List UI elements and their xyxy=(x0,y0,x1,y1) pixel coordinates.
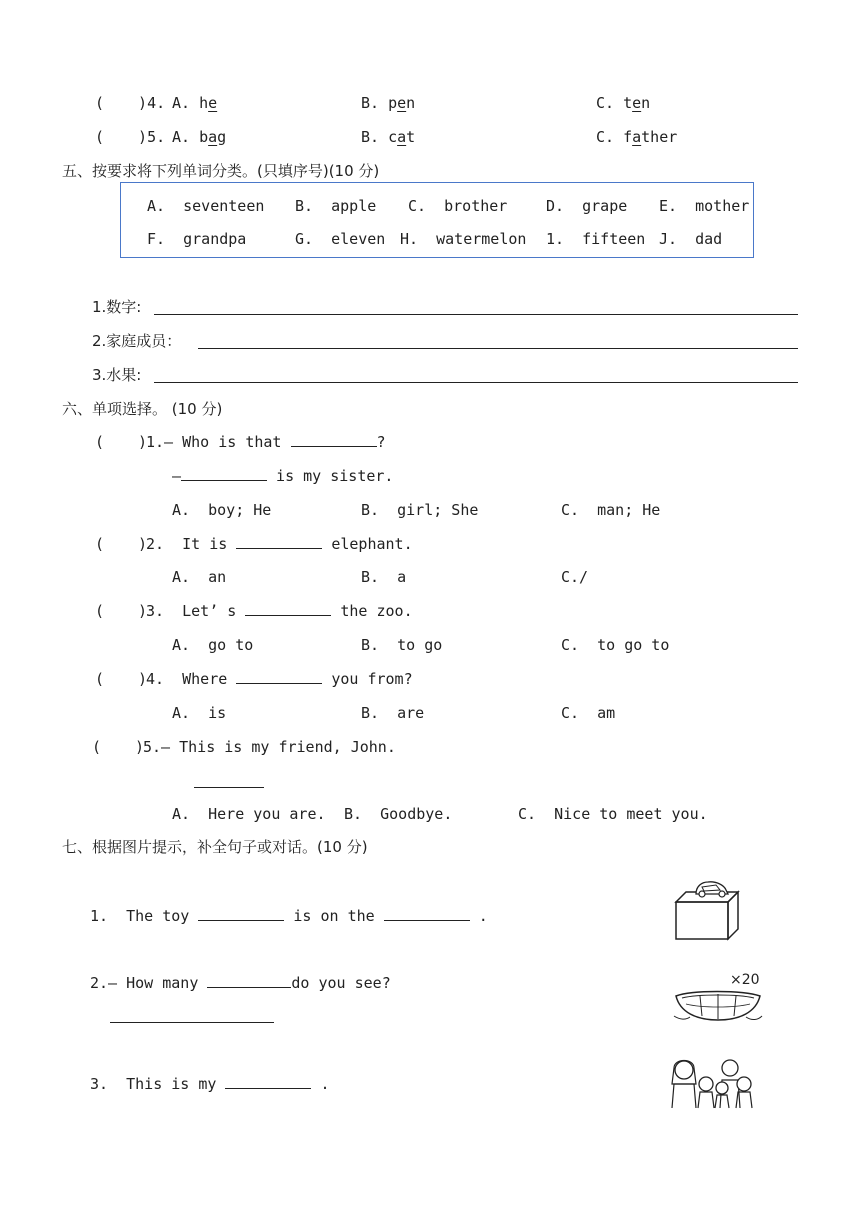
picture-q3-sentence: 3. This is my . xyxy=(90,1075,330,1093)
toy-car-on-box-image xyxy=(672,876,744,942)
picture-q2-sentence: 2.— How many do you see? xyxy=(90,974,391,992)
boat-image xyxy=(672,986,764,1026)
word-H: H. watermelon xyxy=(400,230,527,248)
section5-title: 五、按要求将下列单词分类。(只填序号)(10 分) xyxy=(62,162,380,180)
picture-q1-blank-2[interactable] xyxy=(384,906,470,921)
family-image xyxy=(666,1054,758,1110)
mc5-option-a: A. Here you are. xyxy=(172,805,326,823)
word-C: C. brother xyxy=(408,197,508,215)
picture-q1-sentence: 1. The toy is on the . xyxy=(90,907,488,925)
mc2-question: 2. It is elephant. xyxy=(146,535,413,553)
mc1-option-b: B. girl; She xyxy=(361,501,479,519)
word-I: 1. fifteen xyxy=(546,230,646,248)
mc1-option-c: C. man; He xyxy=(561,501,661,519)
mc1-blank-1[interactable] xyxy=(291,432,377,447)
picture-q2-blank[interactable] xyxy=(207,973,291,988)
section6-title: 六、单项选择。 (10 分) xyxy=(62,400,223,418)
category-numbers-label: 1.数字: xyxy=(92,298,142,316)
mc5-option-c: C. Nice to meet you. xyxy=(518,805,708,823)
word-G: G. eleven xyxy=(295,230,386,248)
mc3-option-c: C. to go to xyxy=(561,636,670,654)
boat-multiplier-label: ×20 xyxy=(730,972,760,988)
picture-q3-blank[interactable] xyxy=(225,1074,311,1089)
mc4-blank[interactable] xyxy=(236,669,322,684)
mc5-answer-paren[interactable]: ( ) xyxy=(92,738,145,756)
mc3-question: 3. Let’ s the zoo. xyxy=(146,602,413,620)
q5-option-a: A. bag xyxy=(172,128,227,146)
q5-option-c: C. father xyxy=(596,128,678,146)
category-family-label: 2.家庭成员： xyxy=(92,332,182,350)
mc3-option-a: A. go to xyxy=(172,636,254,654)
q4-option-c: C. ten xyxy=(596,94,651,112)
mc3-blank[interactable] xyxy=(245,601,331,616)
category-fruit-line[interactable] xyxy=(154,382,798,383)
mc3-option-b: B. to go xyxy=(361,636,443,654)
word-A: A. seventeen xyxy=(147,197,265,215)
mc1-question: 1.— Who is that ? xyxy=(146,433,386,451)
category-fruit-label: 3.水果: xyxy=(92,366,142,384)
word-E: E. mother xyxy=(659,197,750,215)
mc4-option-a: A. is xyxy=(172,704,227,722)
q4-option-b: B. pen xyxy=(361,94,416,112)
q4-paren[interactable]: ( )4. xyxy=(95,94,166,112)
section7-title: 七、根据图片提示，补全句子或对话。(10 分) xyxy=(62,838,368,856)
mc1-option-a: A. boy; He xyxy=(172,501,272,519)
mc1-answer-paren[interactable]: ( ) xyxy=(95,433,148,451)
mc5-question: 5.— This is my friend, John. xyxy=(143,738,396,756)
mc3-answer-paren[interactable]: ( ) xyxy=(95,602,148,620)
category-family-line[interactable] xyxy=(198,348,798,349)
mc2-option-b: B. a xyxy=(361,568,407,586)
mc2-answer-paren[interactable]: ( ) xyxy=(95,535,148,553)
picture-q2-answer-line[interactable] xyxy=(110,1022,274,1023)
word-J: J. dad xyxy=(659,230,723,248)
mc5-blank[interactable] xyxy=(194,787,264,788)
q5-option-b: B. cat xyxy=(361,128,416,146)
mc1-reply: — is my sister. xyxy=(172,467,394,485)
mc1-blank-2[interactable] xyxy=(181,466,267,481)
word-D: D. grape xyxy=(546,197,628,215)
mc2-option-a: A. an xyxy=(172,568,227,586)
mc4-option-b: B. are xyxy=(361,704,425,722)
q4-option-a: A. he xyxy=(172,94,218,112)
q5-paren[interactable]: ( )5. xyxy=(95,128,166,146)
mc2-option-c: C./ xyxy=(561,568,589,586)
word-B: B. apple xyxy=(295,197,377,215)
mc4-option-c: C. am xyxy=(561,704,616,722)
mc2-blank[interactable] xyxy=(236,534,322,549)
picture-q1-blank-1[interactable] xyxy=(198,906,284,921)
mc4-question: 4. Where you from? xyxy=(146,670,413,688)
mc4-answer-paren[interactable]: ( ) xyxy=(95,670,148,688)
category-numbers-line[interactable] xyxy=(154,314,798,315)
word-F: F. grandpa xyxy=(147,230,247,248)
mc5-option-b: B. Goodbye. xyxy=(344,805,453,823)
